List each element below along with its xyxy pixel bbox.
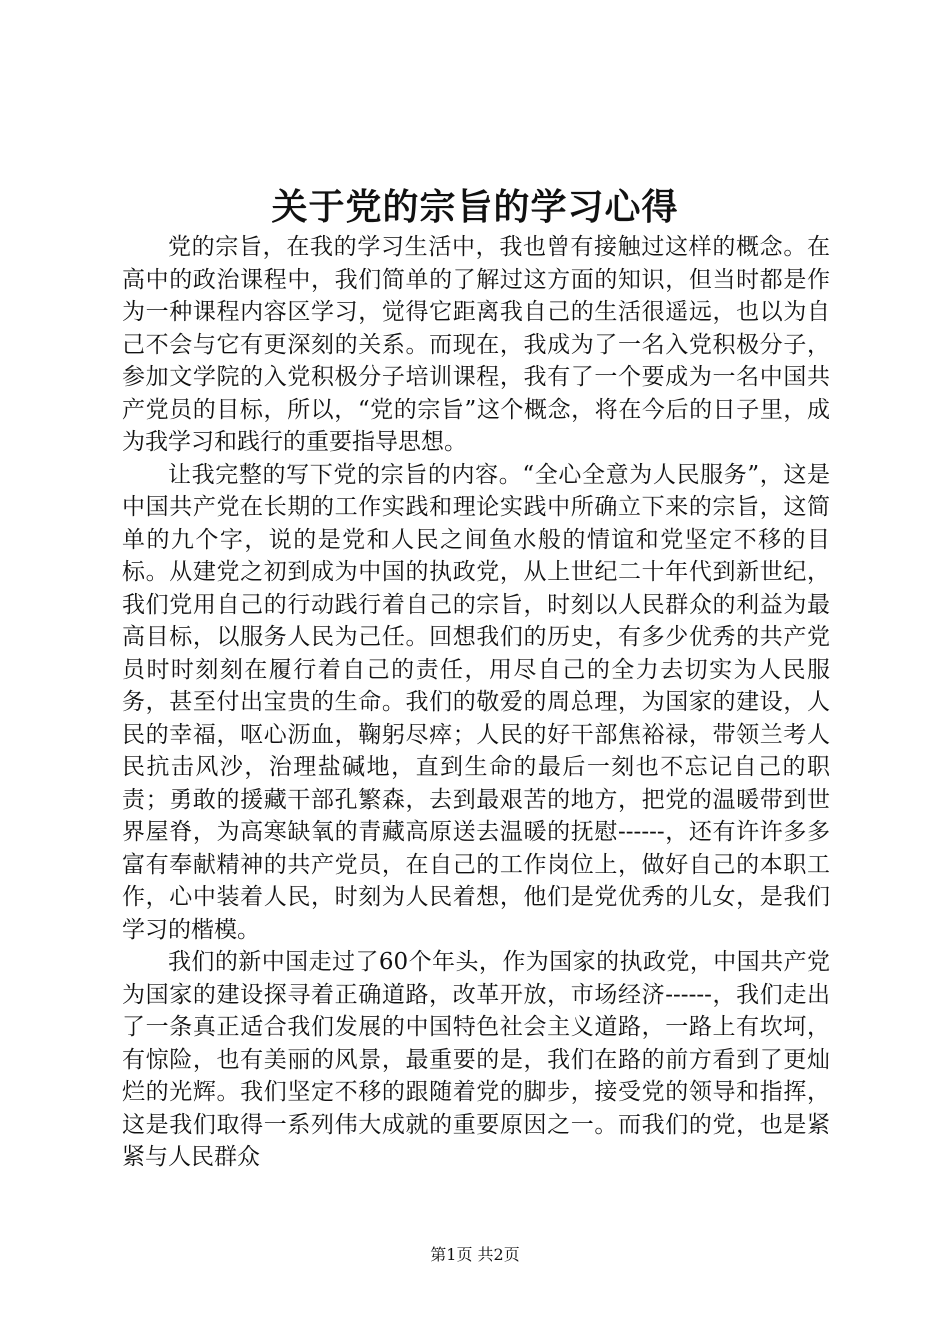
page-number-footer: 第1页 共2页 <box>430 1245 520 1264</box>
paragraph-3: 我们的新中国走过了60个年头，作为国家的执政党，中国共产党为国家的建设探寻着正确道路，改革开放，市场经济------，我们走出了一条真正适合我们发展的中国特色社会主义道路，一路上有坎坷，有惊险，也有美丽的风景，最重要的是，我们在路的前方看到了更灿烂的光辉。我们坚定不移的跟随着党的脚步，接受党的领导和指挥，这是我们取得一系列伟大成就的重要原因之一。而我们的党，也是紧紧与人民群众 <box>122 949 830 1170</box>
paragraph-2: 让我完整的写下党的宗旨的内容。“全心全意为人民服务”，这是中国共产党在长期的工作实践和理论实践中所确立下来的宗旨，这简单的九个字，说的是党和人民之间鱼水般的情谊和党坚定不移的目标。从建党之初到成为中国的执政党，从上世纪二十年代到新世纪，我们党用自己的行动践行着自己的宗旨，时刻以人民群众的利益为最高目标，以服务人民为己任。回想我们的历史，有多少优秀的共产党员时时刻刻在履行着自己的责任，用尽自己的全力去切实为人民服务，甚至付出宝贵的生命。我们的敬爱的周总理，为国家的建设，人民的幸福，呕心沥血，鞠躬尽瘁；人民的好干部焦裕禄，带领兰考人民抗击风沙，治理盐碱地，直到生命的最后一刻也不忘记自己的职责；勇敢的援藏干部孔繁森，去到最艰苦的地方，把党的温暖带到世界屋脊，为高寒缺氧的青藏高原送去温暖的抚慰------，还有许许多多富有奉献精神的共产党员，在自己的工作岗位上，做好自己的本职工作，心中装着人民，时刻为人民着想，他们是党优秀的儿女，是我们学习的楷模。 <box>122 461 830 943</box>
paragraph-1: 党的宗旨，在我的学习生活中，我也曾有接触过这样的概念。在高中的政治课程中，我们简单的了解过这方面的知识，但当时都是作为一种课程内容区学习，觉得它距离我自己的生活很遥远，也以为自己不会与它有更深刻的关系。而现在，我成为了一名入党积极分子，参加文学院的入党积极分子培训课程，我有了一个要成为一名中国共产党员的目标，所以，“党的宗旨”这个概念，将在今后的日子里，成为我学习和践行的重要指导思想。 <box>122 234 830 455</box>
document-body <box>122 231 830 1174</box>
document-title: 关于党的宗旨的学习心得 <box>271 186 679 228</box>
